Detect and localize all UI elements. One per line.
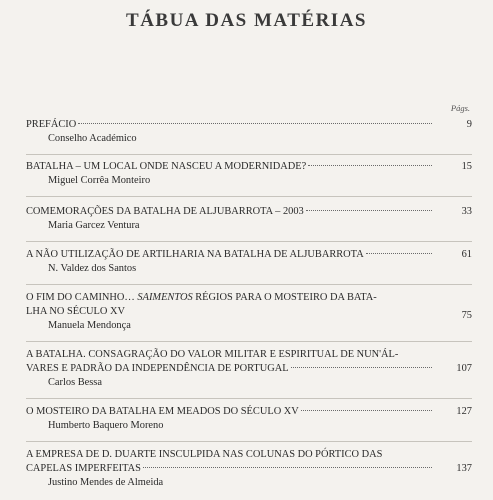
entry-page: 9 [466,119,472,130]
entry-author: N. Valdez dos Santos [48,263,137,274]
entry-author: Conselho Académico [48,133,137,144]
entry-title-line-1: A EMPRESA DE D. DUARTE INSCULPIDA NAS COLUNAS DO PÓRTICO DAS [26,449,383,460]
toc-entry [26,160,472,197]
entry-page: 127 [456,406,472,417]
toc-entry [26,118,472,155]
entry-author: Maria Garcez Ventura [48,220,140,231]
entry-author: Miguel Corrêa Monteiro [48,175,151,186]
entry-title: COMEMORAÇÕES DA BATALHA DE ALJUBARROTA – 2003 [26,206,304,217]
dot-leader [143,467,432,468]
entry-page: 61 [461,249,472,260]
pages-column-label: Págs. [450,103,470,113]
entry-author: Manuela Mendonça [48,320,131,331]
entry-author: Justino Mendes de Almeida [48,477,164,488]
toc-entry [26,205,472,242]
dot-leader [78,123,432,124]
toc-entry [26,348,472,399]
entry-page: 75 [461,310,472,321]
dot-leader [301,410,432,411]
entry-title-italic: SAIMENTOS [137,292,193,303]
entry-title-line-1: O FIM DO CAMINHO… SAIMENTOS RÉGIOS PARA O MOSTEIRO DA BATA- [26,292,377,303]
entry-title-line-2: LHA NO SÉCULO XV [26,306,125,317]
entry-title: O MOSTEIRO DA BATALHA EM MEADOS DO SÉCULO XV [26,406,299,417]
entry-author: Humberto Baquero Moreno [48,420,164,431]
toc-entry [26,405,472,442]
toc-entry [26,448,472,492]
page-title: TÁBUA DAS MATÉRIAS [126,10,367,31]
entry-title-line-2: CAPELAS IMPERFEITAS [26,463,141,474]
entry-title-line-1: A BATALHA. CONSAGRAÇÃO DO VALOR MILITAR E ESPIRITUAL DE NUN'ÁL- [26,349,399,360]
entry-title: A NÃO UTILIZAÇÃO DE ARTILHARIA NA BATALHA DE ALJUBARROTA [26,249,364,260]
toc-entry [26,291,472,342]
dot-leader [291,367,432,368]
entry-page: 137 [456,463,472,474]
entry-title-line-2: VARES E PADRÃO DA INDEPENDÊNCIA DE PORTUGAL [26,363,289,374]
toc-entry [26,248,472,285]
dot-leader [308,165,432,166]
entry-title: PREFÁCIO [26,119,77,130]
entry-page: 107 [456,363,472,374]
entry-author: Carlos Bessa [48,377,102,388]
dot-leader [366,253,432,254]
dot-leader [306,210,432,211]
entry-page: 15 [461,161,472,172]
entry-title: BATALHA – UM LOCAL ONDE NASCEU A MODERNIDADE? [26,161,307,172]
entry-page: 33 [461,206,472,217]
